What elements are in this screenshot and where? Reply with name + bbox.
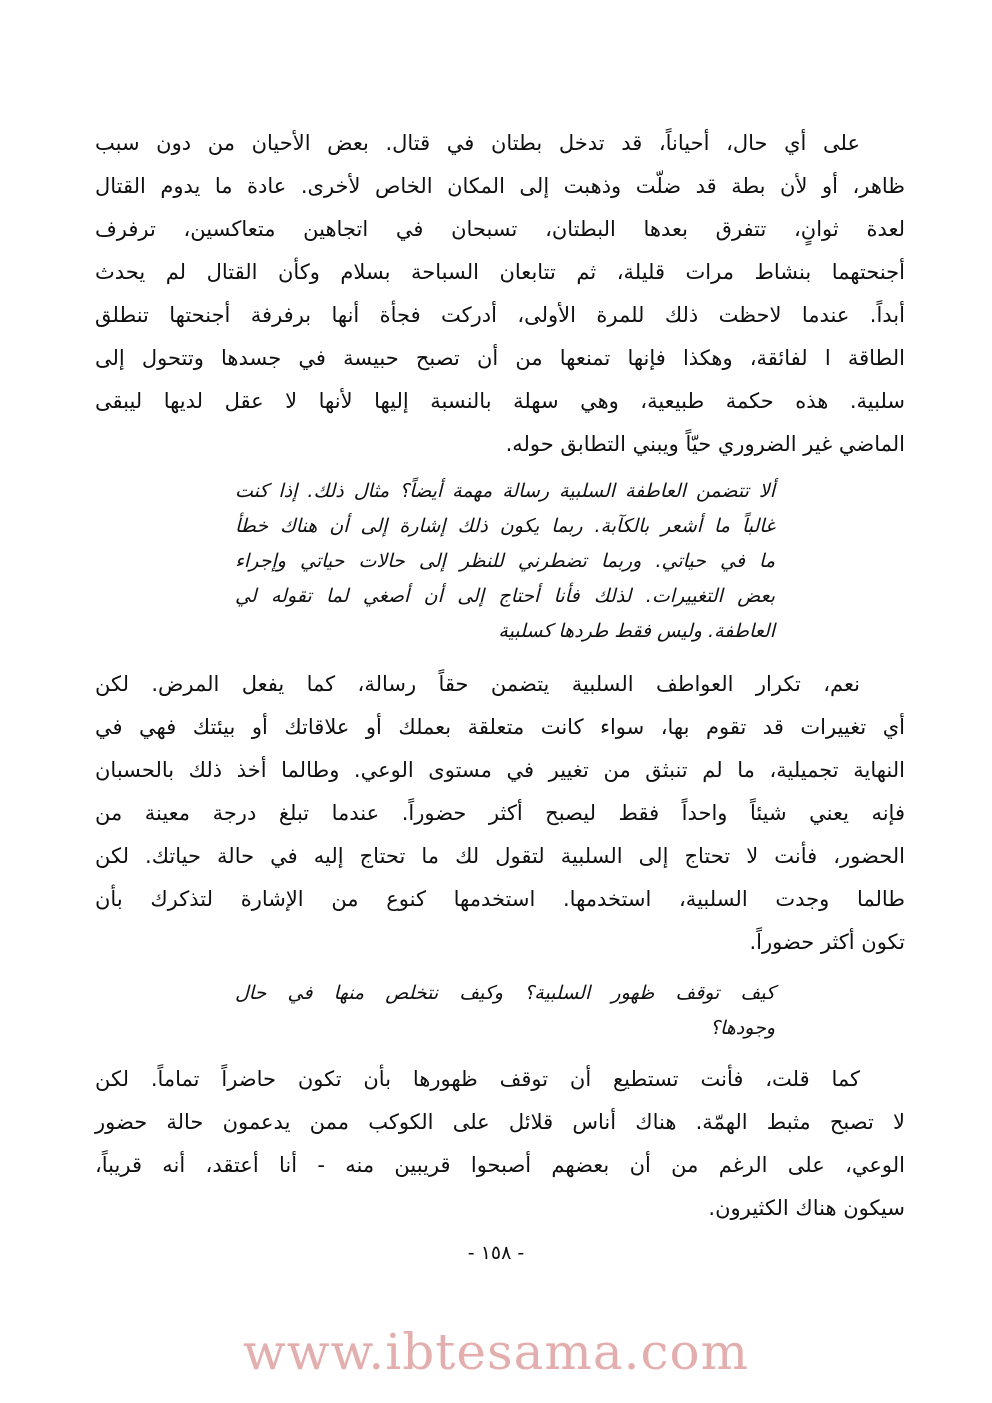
text-line: أجنحتهما بنشاط مرات قليلة، ثم تتابعان السباحة بسلام وكأن القتال لم يحدث — [95, 260, 905, 284]
text-block — [95, 122, 905, 1230]
text-line: لا تصبح مثبط الهمّة. هناك أناس قلائل على الكوكب ممن يدعمون حالة حضور — [95, 1110, 905, 1134]
text-line: تكون أكثر حضوراً. — [749, 930, 905, 954]
quote-block-1 — [95, 474, 905, 649]
text-line: النهاية تجميلية، ما لم تنبثق من تغيير في مستوى الوعي. وطالما أخذ ذلك بالحسبان — [95, 758, 905, 782]
quote-line: بعض التغييرات. لذلك فأنا أحتاج إلى أن أصغي لما تقوله لي — [235, 585, 775, 607]
text-line: نعم، تكرار العواطف السلبية يتضمن حقاً رسالة، كما يفعل المرض. لكن — [95, 672, 860, 696]
text-line: الحضور، فأنت لا تحتاج إلى السلبية لتقول لك ما تحتاج إليه في حالة حياتك. لكن — [95, 844, 905, 868]
text-line: أبداً. عندما لاحظت ذلك للمرة الأولى، أدركت فجأة أنها برفرفة أجنحتها تنطلق — [95, 303, 905, 327]
text-line: أي تغييرات قد تقوم بها، سواء كانت متعلقة بعملك أو علاقاتك أو بيئتك فهي في — [95, 715, 905, 739]
page-number: - ١٥٨ - — [467, 1242, 525, 1264]
text-line: الوعي، على الرغم من أن بعضهم أصبحوا قريبين منه - أنا أعتقد، أنه قريباً، — [95, 1153, 905, 1177]
text-line: الماضي غير الضروري حيّاً ويبني التطابق حوله. — [505, 432, 905, 456]
text-line: لعدة ثوانٍ، تتفرق بعدها البطتان، تسبحان في اتجاهين متعاكسين، ترفرف — [95, 217, 905, 241]
quote-line: ألا تتضمن العاطفة السلبية رسالة مهمة أيضاً؟ مثال ذلك. إذا كنت — [235, 480, 775, 502]
text-line: على أي حال، أحياناً، قد تدخل بطتان في قتال. بعض الأحيان من دون سبب — [95, 131, 860, 155]
quote-line: وجودها؟ — [709, 1017, 775, 1039]
watermark-url: www.ibtesama.com — [242, 1323, 750, 1381]
paragraph-2 — [95, 663, 905, 964]
text-line: فإنه يعني شيئاً واحداً فقط ليصبح أكثر حضوراً. عندما تبلغ درجة معينة من — [95, 801, 905, 825]
quote-block-2 — [95, 976, 905, 1046]
quote-line: غالباً ما أشعر بالكآبة. ربما يكون ذلك إشارة إلى أن هناك خطأ — [235, 515, 775, 537]
quote-line: كيف توقف ظهور السلبية؟ وكيف نتخلص منها في حال — [235, 982, 775, 1004]
text-line: الطاقة ا لفائقة، وهكذا فإنها تمنعها من أن تصبح حبيسة في جسدها وتتحول إلى — [95, 346, 905, 370]
paragraph-1 — [95, 122, 905, 466]
paragraph-3 — [95, 1058, 905, 1230]
quote-line: ما في حياتي. وربما تضطرني للنظر إلى حالات حياتي وإجراء — [235, 550, 775, 572]
text-line: كما قلت، فأنت تستطيع أن توقف ظهورها بأن تكون حاضراً تماماً. لكن — [95, 1067, 860, 1091]
text-line: ظاهر، أو لأن بطة قد ضلّت وذهبت إلى المكان الخاص لأخرى. عادة ما يدوم القتال — [95, 174, 905, 198]
quote-line: العاطفة. وليس فقط طردها كسلبية — [498, 620, 775, 642]
text-line: سيكون هناك الكثيرون. — [708, 1196, 905, 1220]
text-line: سلبية. هذه حكمة طبيعية، وهي سهلة بالنسبة إليها لأنها لا عقل لديها ليبقى — [95, 389, 905, 413]
text-line: طالما وجدت السلبية، استخدمها. استخدمها كنوع من الإشارة لتذكرك بأن — [95, 887, 905, 911]
